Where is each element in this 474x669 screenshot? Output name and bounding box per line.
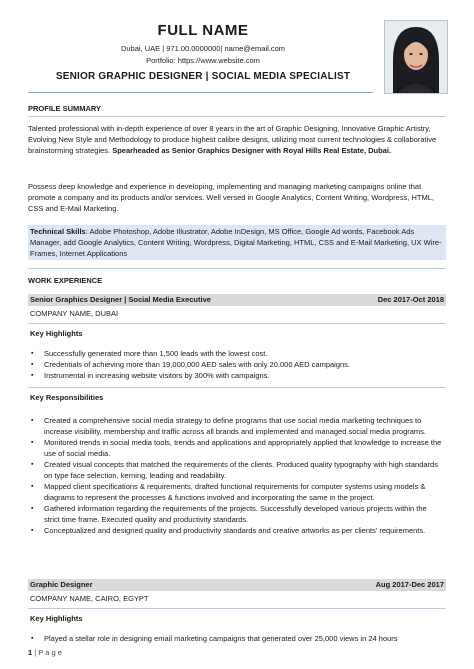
- list-item: ▪ Played a stellar role in designing email marketing campaigns that generated over 25,000 views in 24 hours: [30, 633, 444, 644]
- skills-label: Technical Skills: [30, 227, 86, 236]
- technical-skills-box: [28, 225, 446, 260]
- list-item: ▪ Created a comprehensive social media strategy to define programs that use social media marketing techniques to increase visibility, membership and traffic across all brands and implemented and managed social media programs.: [30, 415, 444, 437]
- work-experience-heading: WORK EXPERIENCE: [28, 276, 103, 285]
- list-item: ▪ Monitored trends in social media tools, trends and applications and appropriately applied that knowledge to increase the use of social media.: [30, 437, 444, 459]
- list-item: ▪ Created visual concepts that matched the requirements of the clients. Produced quality typography with high standards on type face selection, kerning, leading and readability.: [30, 459, 444, 481]
- job-title-bar: [28, 579, 446, 591]
- section-divider: [28, 323, 446, 324]
- candidate-name: FULL NAME: [157, 22, 249, 39]
- company-name: COMPANY NAME, CAIRO, EGYPT: [30, 594, 149, 603]
- section-divider: [28, 268, 446, 269]
- page-label: | P a g e: [32, 648, 62, 657]
- summary-text: Talented professional with in-depth experience of over 8 years in the art of Graphic Designing, Innovative Graphic Artistry, Evolving New Style and Methodology to produce highest calibre designs, utilizing most current technologies & collaborative brainstorming strategies.: [28, 124, 437, 155]
- portfolio-line: Portfolio: https://www.website.com: [146, 56, 260, 65]
- key-responsibilities-heading: Key Responsibilities: [30, 393, 104, 402]
- company-name: COMPANY NAME, DUBAI: [30, 309, 119, 318]
- job-title: SENIOR GRAPHIC DESIGNER | SOCIAL MEDIA SPECIALIST: [55, 71, 351, 82]
- page-footer: [28, 648, 62, 657]
- job-title-bar: [28, 294, 446, 306]
- page-number: 1: [28, 648, 33, 657]
- job-dates: Dec 2017-Oct 2018: [377, 295, 444, 304]
- summary-paragraph-1: [28, 123, 446, 156]
- list-item: ▪ Credentials of achieving more than 19,000,000 AED sales with only 20.000 AED campaigns.: [30, 359, 444, 370]
- responsibilities-list: [30, 415, 444, 536]
- skills-list: : Adobe Photoshop, Adobe Illustrator, Adobe InDesign, MS Office, Google Ad words, Facebook Ads Manager, add Google Analytics, Content Writing, Wordpress, Digital Marketing, HTML, CSS and E-Mail Marketing, UX Wire-Frames, Internet Applications: [30, 227, 442, 258]
- resume-header: [28, 22, 378, 82]
- profile-photo: [384, 20, 448, 94]
- list-item: ▪ Conceptualized and designed quality and productivity standards and creative artworks as per clients' requirements.: [30, 525, 444, 536]
- job-dates: Aug 2017-Dec 2017: [375, 580, 444, 589]
- list-item: ▪ Mapped client specifications & requirements, drafted functional requirements for computer systems using models & diagrams to represent the processes & functions involved and incorporating the same in the project.: [30, 481, 444, 503]
- summary-paragraph-2: Possess deep knowledge and experience in developing, implementing and managing marketing campaigns online that promote a company and its products and/or services. Well versed in Google Analytics, Content Writing, Wordpress, HTML, CSS and E-Mail Marketing.: [28, 182, 435, 213]
- contact-line: Dubai, UAE | 971.00.0000000| name@email.com: [120, 44, 286, 53]
- highlights-list: [30, 348, 444, 381]
- section-divider: [28, 387, 446, 388]
- highlights-list: [30, 633, 444, 644]
- title-divider: [28, 92, 373, 93]
- job-role: Senior Graphics Designer | Social Media Executive: [30, 295, 211, 304]
- profile-summary-heading: PROFILE SUMMARY: [28, 104, 102, 113]
- key-highlights-heading: Key Highlights: [30, 614, 83, 623]
- list-item: ▪ Gathered information regarding the requirements of the projects. Successfully developed various projects within the strict time frame. Executed quality and productivity standards.: [30, 503, 444, 525]
- section-divider: [28, 116, 446, 117]
- job-role: Graphic Designer: [30, 580, 93, 589]
- list-item: ▪ Successfully generated more than 1,500 leads with the lowest cost.: [30, 348, 444, 359]
- portrait-image: [385, 21, 447, 93]
- section-divider: [28, 608, 446, 609]
- list-item: ▪ Instrumental in increasing website visitors by 300% with campaigns.: [30, 370, 444, 381]
- summary-highlight: Spearheaded as Senior Graphics Designer with Royal Hills Real Estate, Dubai.: [112, 146, 392, 155]
- key-highlights-heading: Key Highlights: [30, 329, 83, 338]
